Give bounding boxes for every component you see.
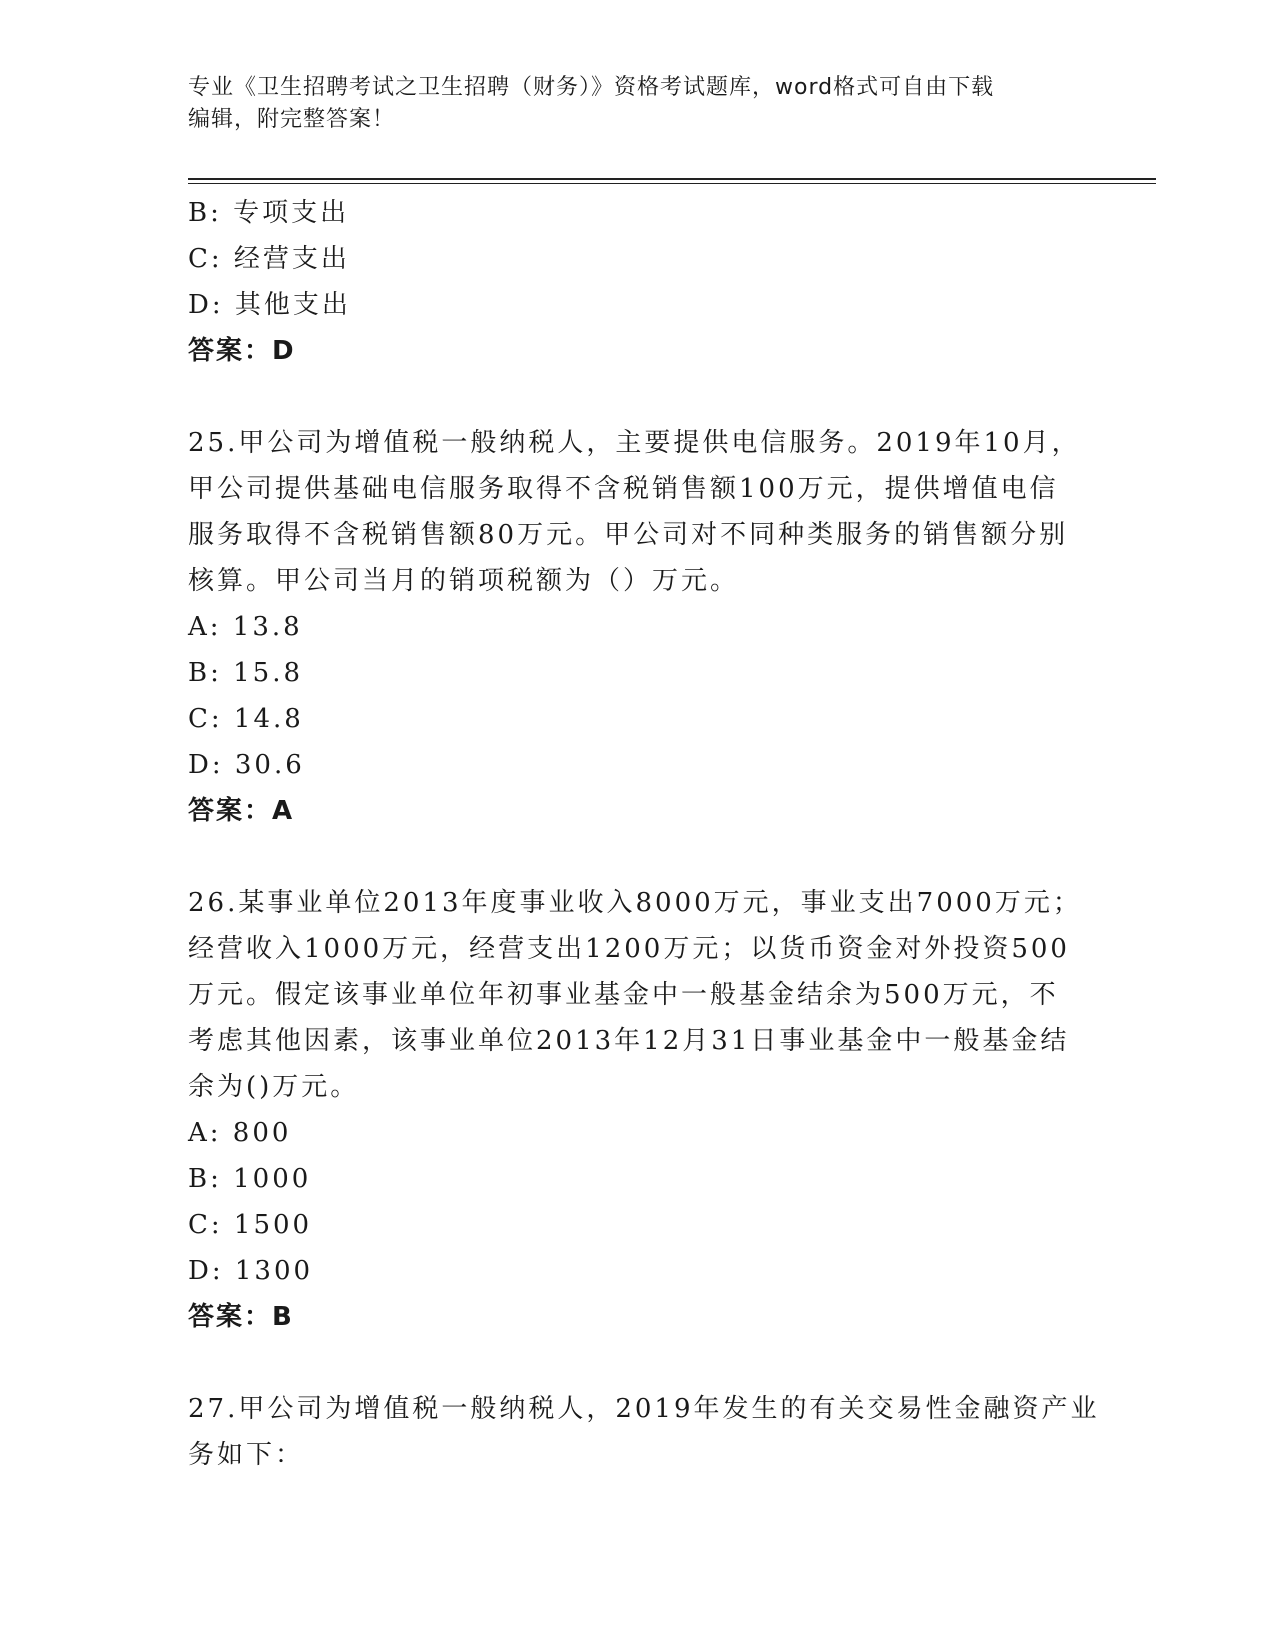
question-text-line: 考虑其他因素，该事业单位2013年12月31日事业基金中一般基金结 <box>188 1026 1070 1056</box>
option-b: B: 15.8 <box>188 658 304 688</box>
option-c: C: 14.8 <box>188 704 304 734</box>
question-text-line: 核算。甲公司当月的销项税额为（）万元。 <box>188 566 740 596</box>
header-line: 专业《卫生招聘考试之卫生招聘（财务）》资格考试题库，word格式可自由下载 <box>188 75 995 100</box>
question-text-line: 经营收入1000万元，经营支出1200万元；以货币资金对外投资500 <box>188 934 1070 964</box>
spacer <box>188 374 1088 420</box>
answer-line: 答案：B <box>188 1302 294 1332</box>
header-rule-thick <box>188 178 1156 180</box>
question-text-line: 务如下： <box>188 1440 305 1470</box>
option-c: C: 1500 <box>188 1210 313 1240</box>
header-line: 编辑，附完整答案！ <box>188 107 396 132</box>
question-text-line: 25.甲公司为增值税一般纳税人，主要提供电信服务。2019年10月， <box>188 428 1081 458</box>
question-text-line: 27.甲公司为增值税一般纳税人，2019年发生的有关交易性金融资产业 <box>188 1394 1100 1424</box>
question-27 <box>188 1386 1100 1478</box>
answer-line: 答案：D <box>188 336 296 366</box>
question-text-line: 26.某事业单位2013年度事业收入8000万元，事业支出7000万元； <box>188 888 1082 918</box>
option-b: B: 专项支出 <box>188 198 350 228</box>
spacer <box>188 834 1088 880</box>
question-prev-tail <box>188 190 1088 374</box>
option-a: A: 13.8 <box>188 612 303 642</box>
question-25 <box>188 420 1088 834</box>
option-d: D: 30.6 <box>188 750 305 780</box>
answer-line: 答案：A <box>188 796 295 826</box>
option-d: D: 1300 <box>188 1256 314 1286</box>
option-a: A: 800 <box>188 1118 292 1148</box>
question-text-line: 服务取得不含税销售额80万元。甲公司对不同种类服务的销售额分别 <box>188 520 1069 550</box>
question-26 <box>188 880 1088 1340</box>
question-text-line: 余为()万元。 <box>188 1072 360 1102</box>
document-body <box>188 190 1100 1478</box>
question-text-line: 甲公司提供基础电信服务取得不含税销售额100万元，提供增值电信 <box>188 474 1059 504</box>
option-d: D: 其他支出 <box>188 290 351 320</box>
header-rule-thin <box>188 183 1156 184</box>
option-c: C: 经营支出 <box>188 244 350 274</box>
document-header <box>188 72 1068 136</box>
spacer <box>188 1340 1088 1386</box>
option-b: B: 1000 <box>188 1164 312 1194</box>
question-text-line: 万元。假定该事业单位年初事业基金中一般基金结余为500万元，不 <box>188 980 1059 1010</box>
